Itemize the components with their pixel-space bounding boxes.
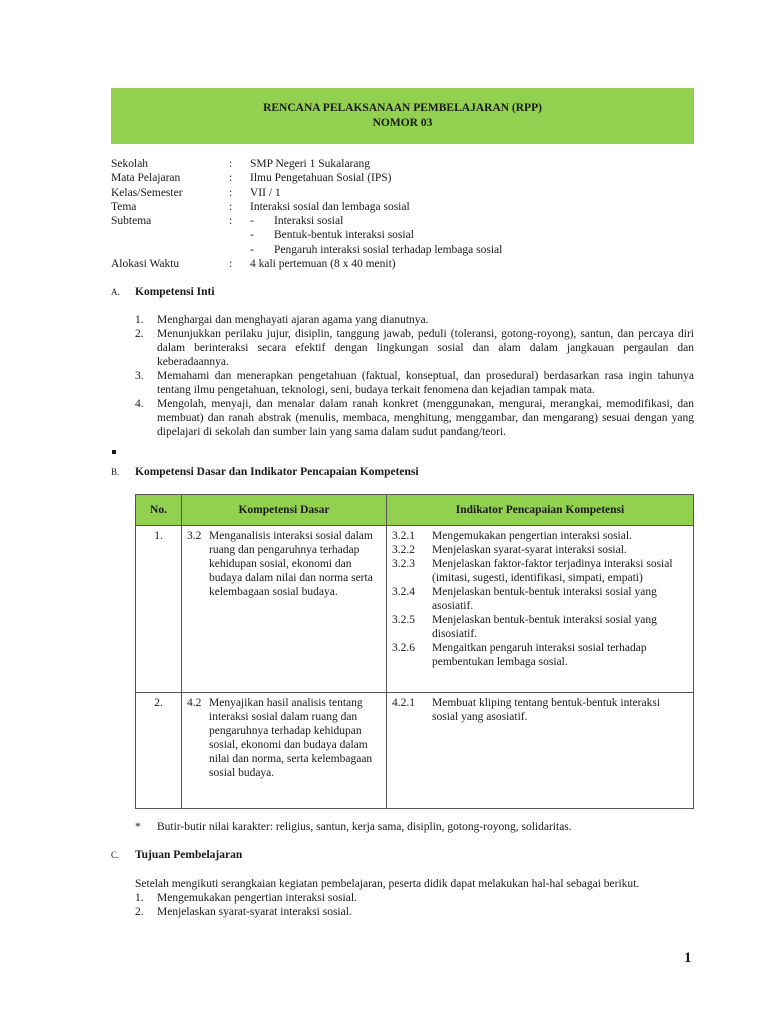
indicator-number: 3.2.6: [392, 642, 415, 654]
table-row: [136, 526, 694, 693]
info-row-subtema: [111, 214, 671, 228]
kd-text: Menyajikan hasil analisis tentang interaksi sosial dalam ruang dan pengaruhnya terhadap kehidupan sosial, ekonomi dan budaya dalam nilai dan norma, serta kelembagaan sosial budaya.: [209, 697, 373, 779]
list-item: [135, 891, 694, 905]
table-header: No.: [136, 495, 182, 526]
indicator-text: Mengaitkan pengaruh interaksi sosial terhadap pembentukan lembaga sosial.: [432, 642, 647, 668]
page-number: 1: [684, 950, 692, 966]
section-letter: C.: [111, 850, 120, 860]
identity-block: [111, 157, 671, 271]
kd-number: 3.2: [187, 530, 202, 542]
indicator-number: 3.2.3: [392, 558, 415, 570]
info-row-subtema-2: [111, 228, 671, 242]
info-value: VII / 1: [250, 186, 281, 199]
list-item: [135, 313, 694, 327]
info-value: 4 kali pertemuan (8 x 40 menit): [250, 258, 396, 271]
kd-entry: [187, 529, 381, 599]
table-cell-kd: [182, 526, 387, 693]
list-text: Memahami dan menerapkan pengetahuan (faktual, konseptual, dan prosedural) berdasarkan rasa ingin tahunya tentang ilmu pengetahuan, teknologi, seni, budaya terkait fenomena dan kejadian tampak mata.: [157, 370, 694, 396]
list-text: Menjelaskan syarat-syarat interaksi sosial.: [157, 906, 352, 918]
indicator-text: Menjelaskan bentuk-bentuk interaksi sosial yang asosiatif.: [432, 586, 657, 612]
list-item: [135, 905, 694, 919]
info-row-subtema-3: [111, 243, 671, 257]
section-letter: A.: [111, 287, 120, 297]
list-number: 4.: [135, 398, 144, 410]
info-colon: :: [229, 158, 233, 170]
note-asterisk: *: [135, 821, 141, 833]
objectives-list: [135, 891, 694, 919]
table-cell-no: 1.: [136, 526, 182, 693]
section-letter: B.: [111, 467, 120, 477]
indicator-item: [392, 696, 688, 724]
info-row-tema: [111, 200, 671, 214]
list-text: Mengemukakan pengertian interaksi sosial.: [157, 892, 357, 904]
list-number: 1.: [135, 892, 144, 904]
info-colon: :: [229, 172, 233, 185]
indicator-number: 3.2.2: [392, 544, 415, 556]
kd-number: 4.2: [187, 697, 202, 709]
info-row-sekolah: [111, 157, 671, 171]
indicator-text: Mengemukakan pengertian interaksi sosial.: [432, 530, 632, 542]
info-value: Interaksi sosial dan lembaga sosial: [250, 200, 410, 213]
subtema-dash: -: [250, 215, 254, 228]
indicator-text: Menjelaskan bentuk-bentuk interaksi sosial yang disosiatif.: [432, 614, 657, 640]
info-colon: :: [229, 200, 233, 213]
info-value: Ilmu Pengetahuan Sosial (IPS): [250, 172, 392, 185]
list-text: Mengolah, menyaji, dan menalar dalam ranah konkret (menggunakan, mengurai, merangkai, memodifikasi, dan membuat) dan ranah abstrak (menulis, membaca, menghitung, menggambar, dan mengarang) sesuai dengan yang dipelajari di sekolah dan sumber lain yang sama dalam sudut pandang/teori.: [157, 398, 694, 438]
info-label: Alokasi Waktu: [111, 258, 180, 271]
info-label: Tema: [111, 200, 137, 213]
table-cell-no: 2.: [136, 693, 182, 809]
learning-objectives-block: [135, 877, 694, 919]
indicator-text: Membuat kliping tentang bentuk-bentuk interaksi sosial yang asosiatif.: [432, 697, 661, 723]
indicator-number: 3.2.5: [392, 614, 415, 626]
list-number: 3.: [135, 370, 144, 382]
subtema-item: Interaksi sosial: [274, 215, 344, 228]
info-label: Sekolah: [111, 158, 149, 170]
info-colon: :: [229, 186, 233, 199]
indicator-number: 3.2.4: [392, 586, 415, 598]
info-value: SMP Negeri 1 Sukalarang: [250, 158, 370, 170]
table-cell-kd: [182, 693, 387, 809]
document-number: NOMOR 03: [372, 117, 433, 129]
paragraph-mark: [112, 450, 116, 454]
list-text: Menunjukkan perilaku jujur, disiplin, tanggung jawab, peduli (toleransi, gotong-royong), santun, dan percaya diri dalam berinteraksi secara efektif dengan lingkungan sosial dan alam dalam jangkauan pergaulan dan keberadaannya.: [157, 328, 694, 368]
objectives-intro: Setelah mengikuti serangkaian kegiatan pembelajaran, peserta didik dapat melakukan hal-hal sebagai berikut.: [135, 878, 640, 890]
indicator-item: [392, 613, 688, 641]
info-label: Mata Pelajaran: [111, 172, 181, 185]
document-title: RENCANA PELAKSANAAN PEMBELAJARAN (RPP): [263, 102, 542, 114]
info-label: Subtema: [111, 215, 152, 228]
indicator-item: [392, 543, 688, 557]
info-row-alokasi: [111, 257, 671, 271]
list-item: [135, 369, 694, 397]
indicator-number: 4.2.1: [392, 697, 415, 709]
indicator-item: [392, 557, 688, 585]
section-b-heading: [111, 466, 419, 478]
list-number: 2.: [135, 906, 144, 918]
list-text: Menghargai dan menghayati ajaran agama yang dianutnya.: [157, 314, 429, 326]
list-item: [135, 327, 694, 369]
list-number: 1.: [135, 314, 144, 326]
section-title: Kompetensi Dasar dan Indikator Pencapaian Kompetensi: [135, 466, 419, 478]
table-cell-indicators: [387, 693, 694, 809]
table-row: [136, 693, 694, 809]
kd-text: Menganalisis interaksi sosial dalam ruang dan pengaruhnya terhadap kehidupan sosial, ekonomi dan budaya dalam nilai dan norma serta kelembagaan sosial budaya.: [209, 530, 373, 598]
document-title-box: [111, 88, 694, 144]
character-values-note: [135, 821, 572, 833]
table-cell-indicators: [387, 526, 694, 693]
table-header: Kompetensi Dasar: [182, 495, 387, 526]
table-header: Indikator Pencapaian Kompetensi: [387, 495, 694, 526]
info-colon: :: [229, 258, 233, 271]
kd-entry: [187, 696, 381, 780]
indicator-text: Menjelaskan faktor-faktor terjadinya interaksi sosial (imitasi, sugesti, identifikasi, simpati, empati): [432, 558, 673, 584]
indicator-item: [392, 529, 688, 543]
subtema-dash: -: [250, 243, 254, 256]
subtema-dash: -: [250, 229, 254, 242]
section-title: Tujuan Pembelajaran: [135, 849, 243, 861]
list-number: 2.: [135, 328, 144, 340]
kompetensi-inti-list: [135, 313, 694, 439]
info-row-mapel: [111, 171, 671, 185]
table-header-row: [136, 495, 694, 526]
info-colon: :: [229, 215, 233, 228]
section-a-heading: [111, 286, 215, 298]
info-label: Kelas/Semester: [111, 186, 183, 199]
note-text: Butir-butir nilai karakter: religius, santun, kerja sama, disiplin, gotong-royong, solidaritas.: [157, 821, 572, 833]
indicator-number: 3.2.1: [392, 530, 415, 542]
competency-table: [135, 494, 694, 809]
list-item: [135, 397, 694, 439]
indicator-item: [392, 641, 688, 669]
section-c-heading: [111, 849, 242, 861]
indicator-item: [392, 585, 688, 613]
subtema-item: Pengaruh interaksi sosial terhadap lembaga sosial: [274, 243, 503, 256]
section-title: Kompetensi Inti: [135, 286, 215, 298]
info-row-kelas: [111, 186, 671, 200]
indicator-text: Menjelaskan syarat-syarat interaksi sosial.: [432, 544, 627, 556]
subtema-item: Bentuk-bentuk interaksi sosial: [274, 229, 414, 242]
